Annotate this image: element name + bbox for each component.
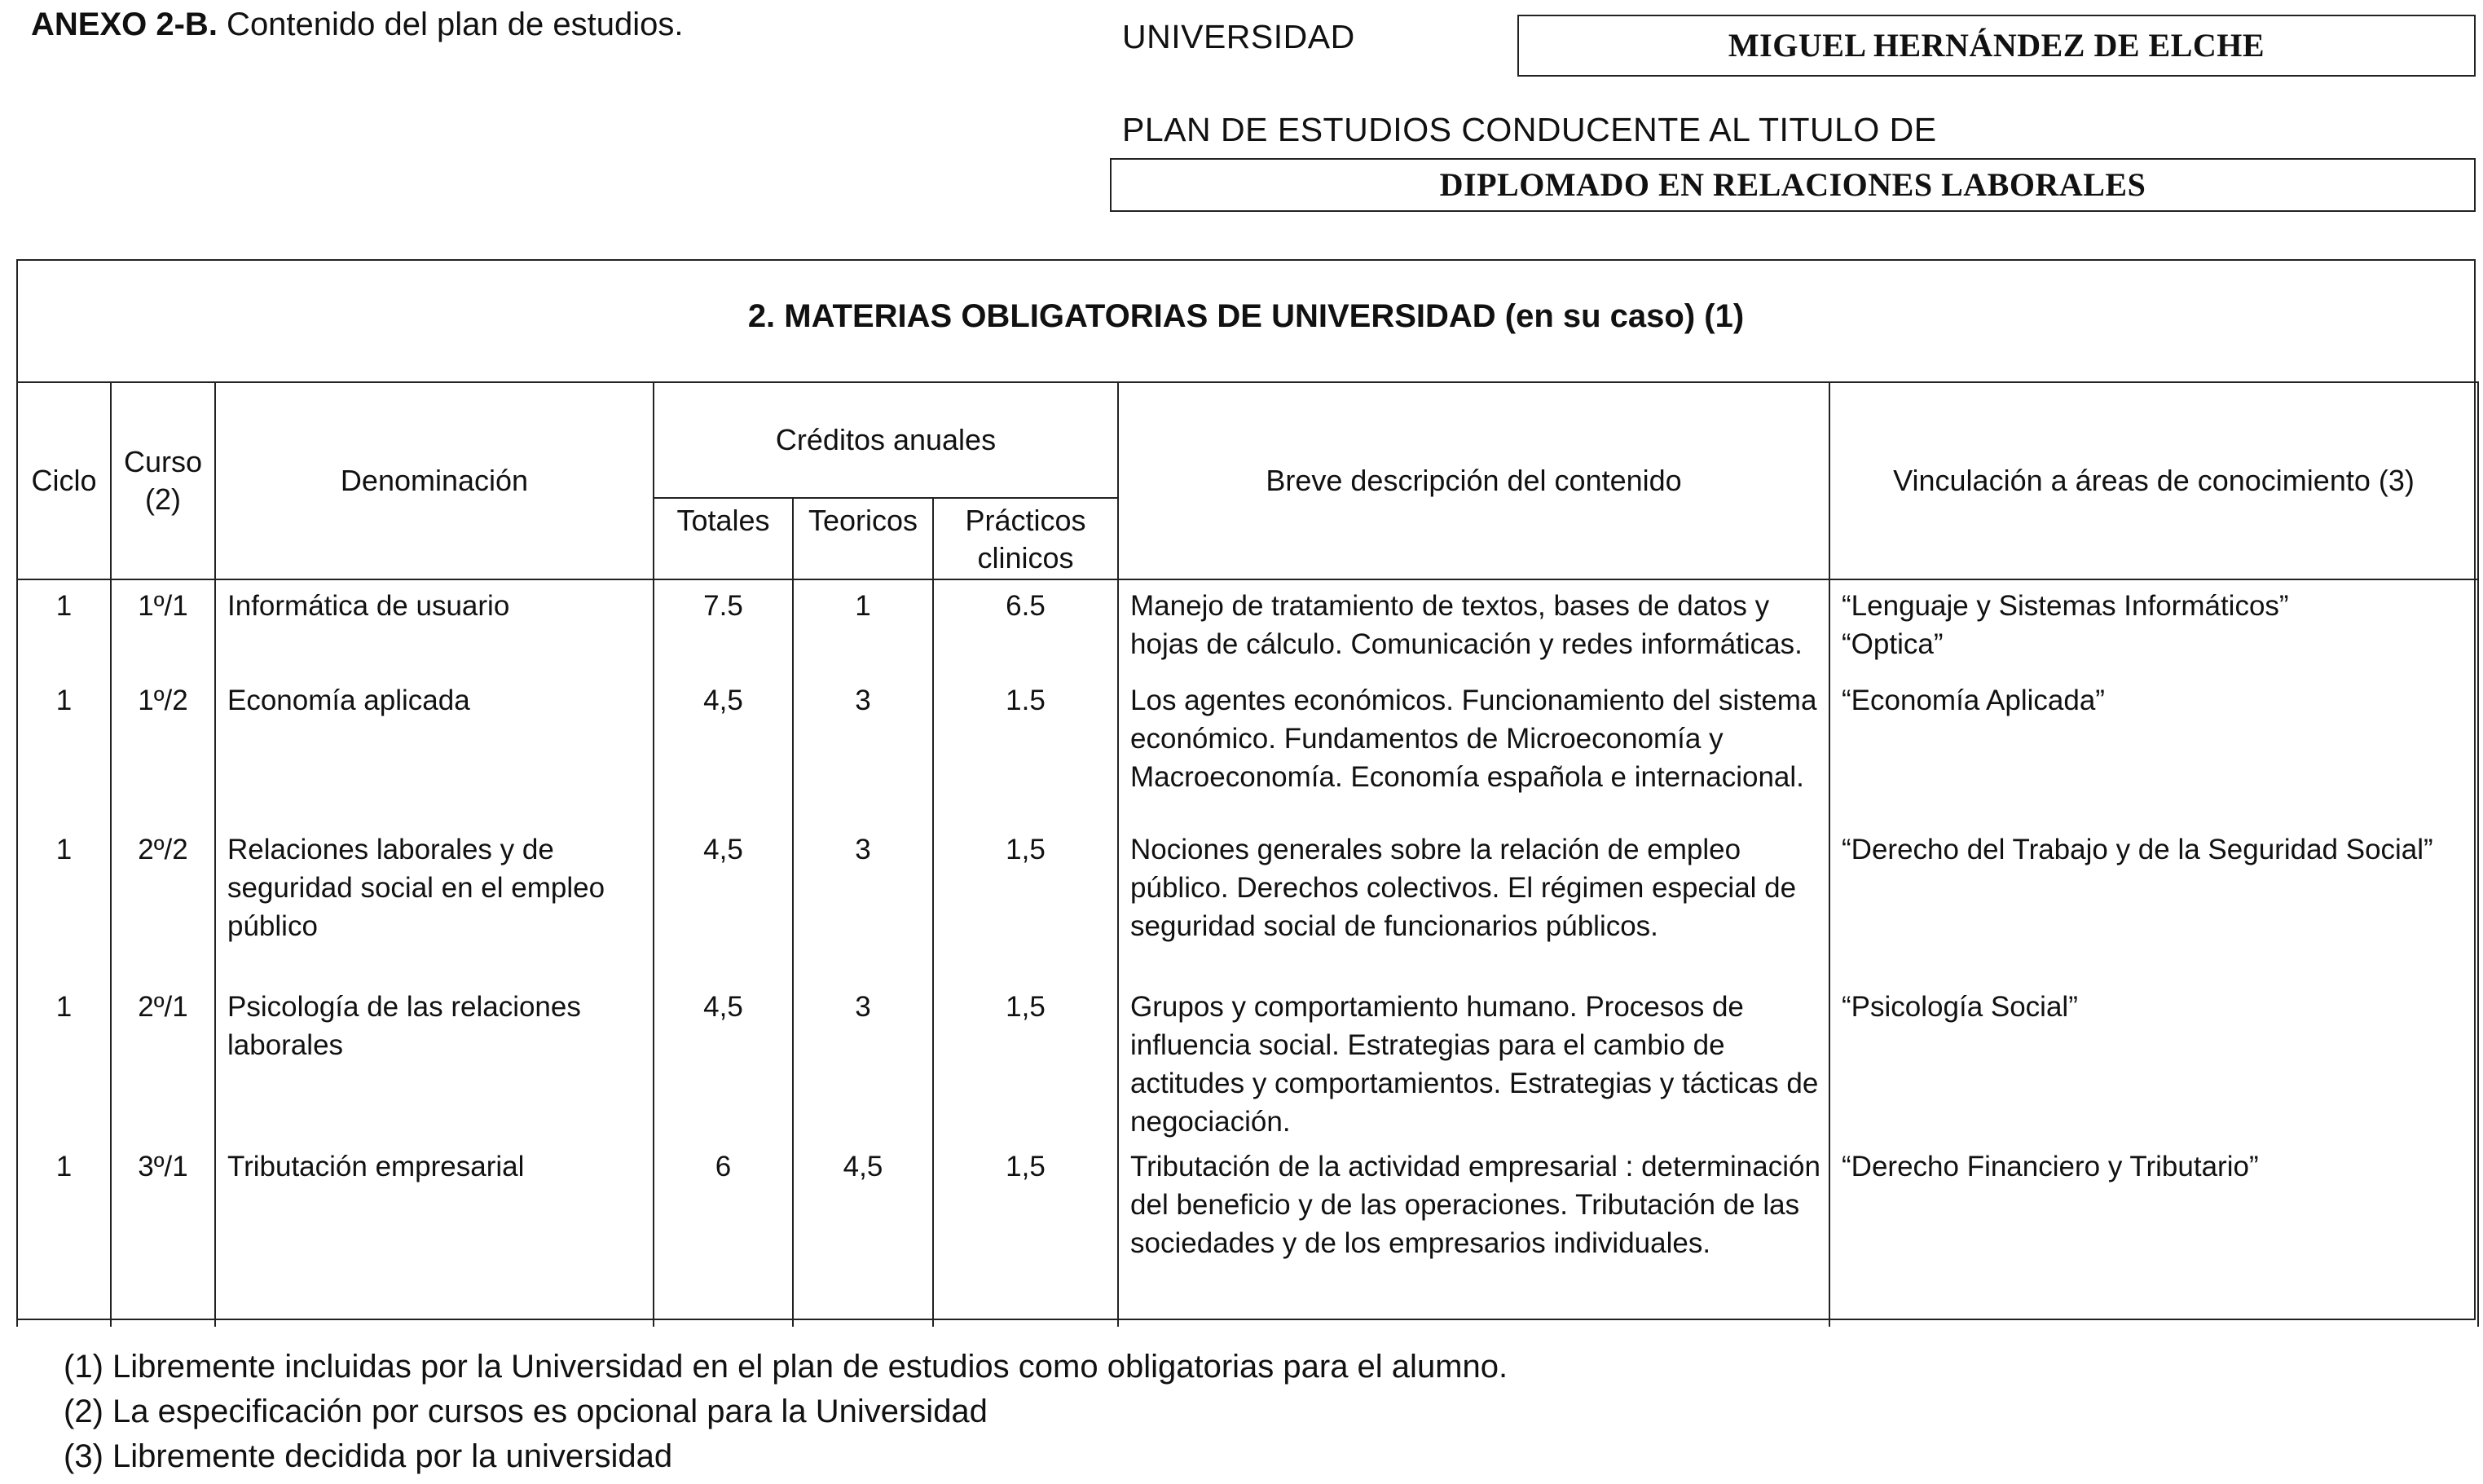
header-vinculacion: Vinculación a áreas de conocimiento (3): [1829, 382, 2478, 579]
cell-ciclo: 1: [17, 981, 111, 1141]
annex-title: [31, 7, 683, 43]
cell-vinculacion: [1829, 1141, 2478, 1327]
area-item: “Derecho del Trabajo y de la Seguridad Social”: [1842, 834, 2433, 865]
cell-denominacion: Psicología de las relaciones laborales: [215, 981, 654, 1141]
table-row: [17, 981, 2478, 1141]
university-name-box: MIGUEL HERNÁNDEZ DE ELCHE: [1517, 15, 2476, 77]
cell-descripcion: Grupos y comportamiento humano. Procesos de influencia social. Estrategias para el cambio de actitudes y comportamientos. Estrategias y tácticas de negociación.: [1118, 981, 1829, 1141]
area-item: “Optica”: [1842, 628, 1944, 660]
cell-curso: 1º/2: [111, 675, 215, 824]
area-item: “Psicología Social”: [1842, 991, 2078, 1023]
header-practicos-line1: Prácticos: [965, 504, 1086, 537]
cell-denominacion: Relaciones laborales y de seguridad social en el empleo público: [215, 824, 654, 981]
degree-title-box: DIPLOMADO EN RELACIONES LABORALES: [1110, 158, 2476, 212]
cell-practicos: 1,5: [933, 824, 1118, 981]
table-row: [17, 1141, 2478, 1327]
header-ciclo: Ciclo: [17, 382, 111, 579]
cell-ciclo: 1: [17, 1141, 111, 1327]
header-curso: [111, 382, 215, 579]
cell-denominacion: Informática de usuario: [215, 579, 654, 675]
footnote-2: (2) La especificación por cursos es opcional para la Universidad: [64, 1394, 988, 1429]
cell-practicos: 1,5: [933, 981, 1118, 1141]
section-title: 2. MATERIAS OBLIGATORIAS DE UNIVERSIDAD (en su caso) (1): [747, 298, 1745, 334]
table-row: [17, 675, 2478, 824]
footnote-1: (1) Libremente incluidas por la Universidad en el plan de estudios como obligatorias para el alumno.: [64, 1349, 1508, 1385]
header-curso-note: (2): [145, 482, 181, 516]
cell-totales: 4,5: [654, 675, 793, 824]
cell-teoricos: 3: [793, 981, 933, 1141]
cell-ciclo: 1: [17, 824, 111, 981]
cell-totales: 4,5: [654, 981, 793, 1141]
cell-ciclo: 1: [17, 675, 111, 824]
header-denominacion: Denominación: [215, 382, 654, 579]
cell-vinculacion: [1829, 579, 2478, 675]
cell-descripcion: Los agentes económicos. Funcionamiento del sistema económico. Fundamentos de Microeconomía y Macroeconomía. Economía española e internacional.: [1118, 675, 1829, 824]
cell-totales: 7.5: [654, 579, 793, 675]
area-item: “Economía Aplicada”: [1842, 685, 2105, 716]
table-row: [17, 824, 2478, 981]
area-item: “Derecho Financiero y Tributario”: [1842, 1151, 2259, 1182]
cell-curso: 3º/1: [111, 1141, 215, 1327]
university-label: UNIVERSIDAD: [1122, 18, 1355, 55]
cell-teoricos: 1: [793, 579, 933, 675]
subjects-table: [16, 381, 2479, 1327]
header-teoricos: Teoricos: [793, 498, 933, 579]
annex-label: ANEXO 2-B.: [31, 7, 218, 42]
cell-curso: 2º/1: [111, 981, 215, 1141]
cell-vinculacion: [1829, 981, 2478, 1141]
cell-totales: 6: [654, 1141, 793, 1327]
cell-ciclo: 1: [17, 579, 111, 675]
cell-curso: 2º/2: [111, 824, 215, 981]
header-practicos: [933, 498, 1118, 579]
cell-denominacion: Economía aplicada: [215, 675, 654, 824]
cell-descripcion: Tributación de la actividad empresarial : determinación del beneficio y de las operaciones. Tributación de las sociedades y de los empresarios individuales.: [1118, 1141, 1829, 1327]
cell-practicos: 1,5: [933, 1141, 1118, 1327]
plan-label: PLAN DE ESTUDIOS CONDUCENTE AL TITULO DE: [1122, 111, 1937, 148]
cell-practicos: 6.5: [933, 579, 1118, 675]
cell-totales: 4,5: [654, 824, 793, 981]
area-item: “Lenguaje y Sistemas Informáticos”: [1842, 590, 2289, 622]
cell-curso: 1º/1: [111, 579, 215, 675]
header-totales: Totales: [654, 498, 793, 579]
cell-vinculacion: [1829, 675, 2478, 824]
cell-denominacion: Tributación empresarial: [215, 1141, 654, 1327]
annex-description: Contenido del plan de estudios.: [217, 7, 684, 42]
cell-teoricos: 4,5: [793, 1141, 933, 1327]
subjects-panel: [16, 259, 2476, 1320]
table-row: [17, 579, 2478, 675]
cell-teoricos: 3: [793, 675, 933, 824]
header-creditos: Créditos anuales: [654, 382, 1118, 498]
cell-descripcion: Manejo de tratamiento de textos, bases de datos y hojas de cálculo. Comunicación y redes informáticas.: [1118, 579, 1829, 675]
footnotes: [64, 1345, 1508, 1479]
cell-vinculacion: [1829, 824, 2478, 981]
header-practicos-line2: clinicos: [977, 541, 1074, 575]
cell-descripcion: Nociones generales sobre la relación de empleo público. Derechos colectivos. El régimen especial de seguridad social de funcionarios públicos.: [1118, 824, 1829, 981]
footnote-3: (3) Libremente decidida por la universidad: [64, 1438, 673, 1474]
header-descripcion: Breve descripción del contenido: [1118, 382, 1829, 579]
cell-teoricos: 3: [793, 824, 933, 981]
header-curso-label: Curso: [123, 445, 203, 478]
cell-practicos: 1.5: [933, 675, 1118, 824]
